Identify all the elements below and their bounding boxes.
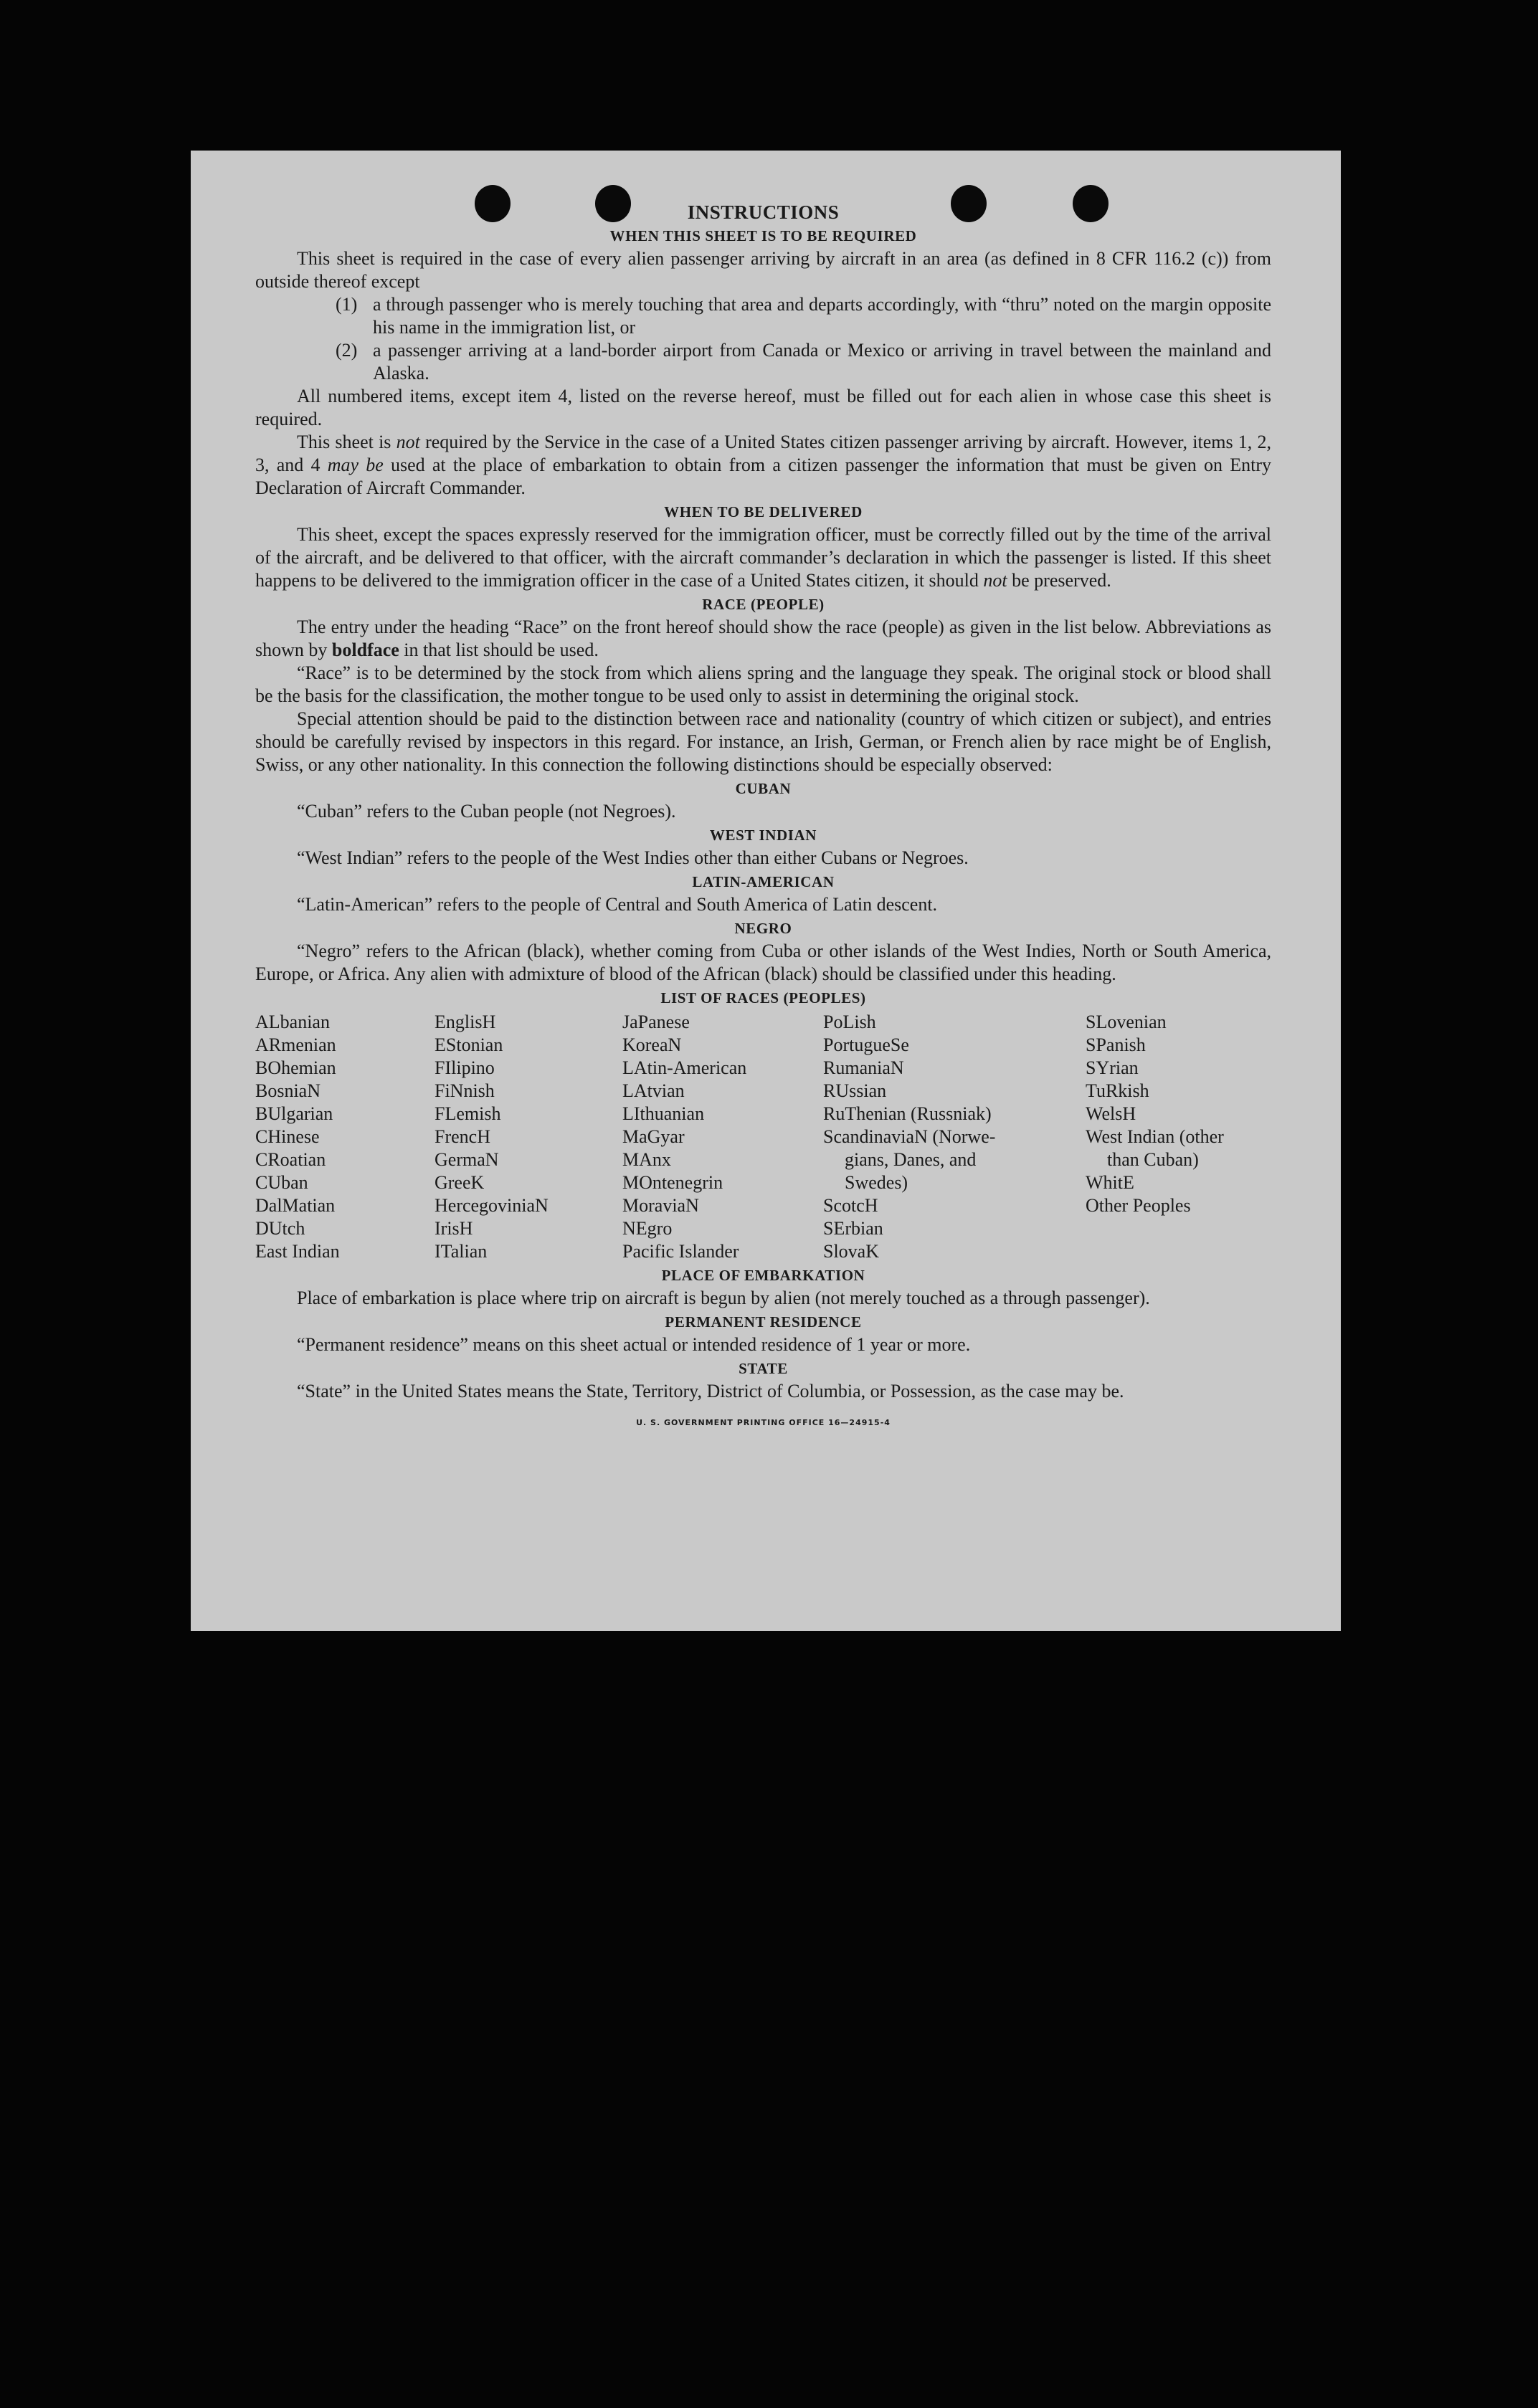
section-heading: WHEN THIS SHEET IS TO BE REQUIRED	[609, 227, 917, 244]
paragraph: “State” in the United States means the State, Territory, District of Columbia, or Possession, as the case may be.	[297, 1381, 1124, 1402]
section-heading: LATIN-AMERICAN	[692, 873, 835, 890]
section-heading: PLACE OF EMBARKATION	[661, 1267, 865, 1284]
paragraph: “Cuban” refers to the Cuban people (not Negroes).	[297, 801, 676, 822]
section-heading: CUBAN	[735, 780, 792, 797]
list-item: (1) a through passenger who is merely touching that area and departs accordingly, with “thru” noted on the margin opposite his name in the immigration list, or	[336, 294, 1271, 338]
races-column: SLovenian SPanish SYrian TuRkish WelsH West Indian (other than Cuban) WhitE Other Peoples	[1086, 1012, 1224, 1216]
paragraph: “Permanent residence” means on this sheet actual or intended residence of 1 year or more.	[297, 1334, 971, 1355]
paragraph: “Negro” refers to the African (black), whether coming from Cuba or other islands of the West Indies, North or South America, Europe, or Africa. Any alien with admixture of blood of the African (black) should be classified under this heading.	[255, 941, 1271, 984]
document-sheet	[191, 151, 1341, 1631]
section-heading: PERMANENT RESIDENCE	[665, 1313, 862, 1331]
punch-hole	[1073, 185, 1109, 222]
section-heading: NEGRO	[734, 920, 792, 937]
paragraph: All numbered items, except item 4, listed on the reverse hereof, must be filled out for each alien in whose case this sheet is required.	[255, 386, 1271, 429]
printer-imprint: U. S. GOVERNMENT PRINTING OFFICE 16—24915-4	[636, 1418, 891, 1427]
list-item: (2) a passenger arriving at a land-border airport from Canada or Mexico or arriving in travel between the mainland and Alaska.	[336, 340, 1271, 384]
section-heading: STATE	[739, 1360, 788, 1377]
section-heading: WHEN TO BE DELIVERED	[664, 503, 863, 520]
section-heading: RACE (PEOPLE)	[702, 596, 825, 613]
paragraph: “Race” is to be determined by the stock from which aliens spring and the language they speak. The original stock or blood shall be the basis for the classification, the mother tongue to be used only to assist in determining the original stock.	[255, 662, 1271, 706]
section-heading: LIST OF RACES (PEOPLES)	[660, 989, 866, 1006]
punch-hole	[951, 185, 987, 222]
paragraph: This sheet is not required by the Service in the case of a United States citizen passenger arriving by aircraft. However, items 1, 2, 3, and 4 may be used at the place of embarkation to obtain from a citizen passenger the information that must be given on Entry Declaration of Aircraft Commander.	[255, 432, 1271, 498]
races-column: EnglisH EStonian FIlipino FiNnish FLemish FrencH GermaN GreeK HercegoviniaN IrisH ITalian	[435, 1012, 549, 1262]
punch-hole	[595, 185, 631, 222]
page-title: INSTRUCTIONS	[687, 201, 840, 223]
races-column: JaPanese KoreaN LAtin-American LAtvian LIthuanian MaGyar MAnx MOntenegrin MoraviaN NEgro Pacific Islander	[622, 1012, 747, 1262]
paragraph: This sheet is required in the case of every alien passenger arriving by aircraft in an area (as defined in 8 CFR 116.2 (c)) from outside thereof except	[255, 248, 1271, 292]
paragraph: Special attention should be paid to the distinction between race and nationality (country of which citizen or subject), and entries should be carefully revised by inspectors in this regard. For instance, an Irish, German, or French alien by race might be of English, Swiss, or any other nationality. In this connection the following distinctions should be especially observed:	[255, 708, 1271, 775]
races-table	[255, 1011, 1271, 1263]
paragraph: This sheet, except the spaces expressly reserved for the immigration officer, must be correctly filled out by the time of the arrival of the aircraft, and be delivered to that officer, with the aircraft commander’s declaration in which the passenger is listed. If this sheet happens to be delivered to the immigration officer in the case of a United States citizen, it should not be preserved.	[255, 524, 1271, 591]
paragraph: The entry under the heading “Race” on the front hereof should show the race (people) as given in the list below. Abbreviations as shown by boldface in that list should be used.	[255, 617, 1271, 660]
paragraph: “West Indian” refers to the people of the West Indies other than either Cubans or Negroes.	[297, 847, 969, 868]
paragraph: “Latin-American” refers to the people of Central and South America of Latin descent.	[297, 894, 938, 915]
punch-hole	[475, 185, 511, 222]
races-column: PoLish PortugueSe RumaniaN RUssian RuThenian (Russniak) ScandinaviaN (Norwe- gians, Danes, and Swedes) ScotcH SErbian SlovaK	[823, 1012, 996, 1262]
races-column: ALbanian ARmenian BOhemian BosniaN BUlgarian CHinese CRoatian CUban DalMatian DUtch East Indian	[255, 1012, 340, 1262]
paragraph: Place of embarkation is place where trip on aircraft is begun by alien (not merely touched as a through passenger).	[297, 1288, 1150, 1308]
section-heading: WEST INDIAN	[709, 827, 817, 844]
